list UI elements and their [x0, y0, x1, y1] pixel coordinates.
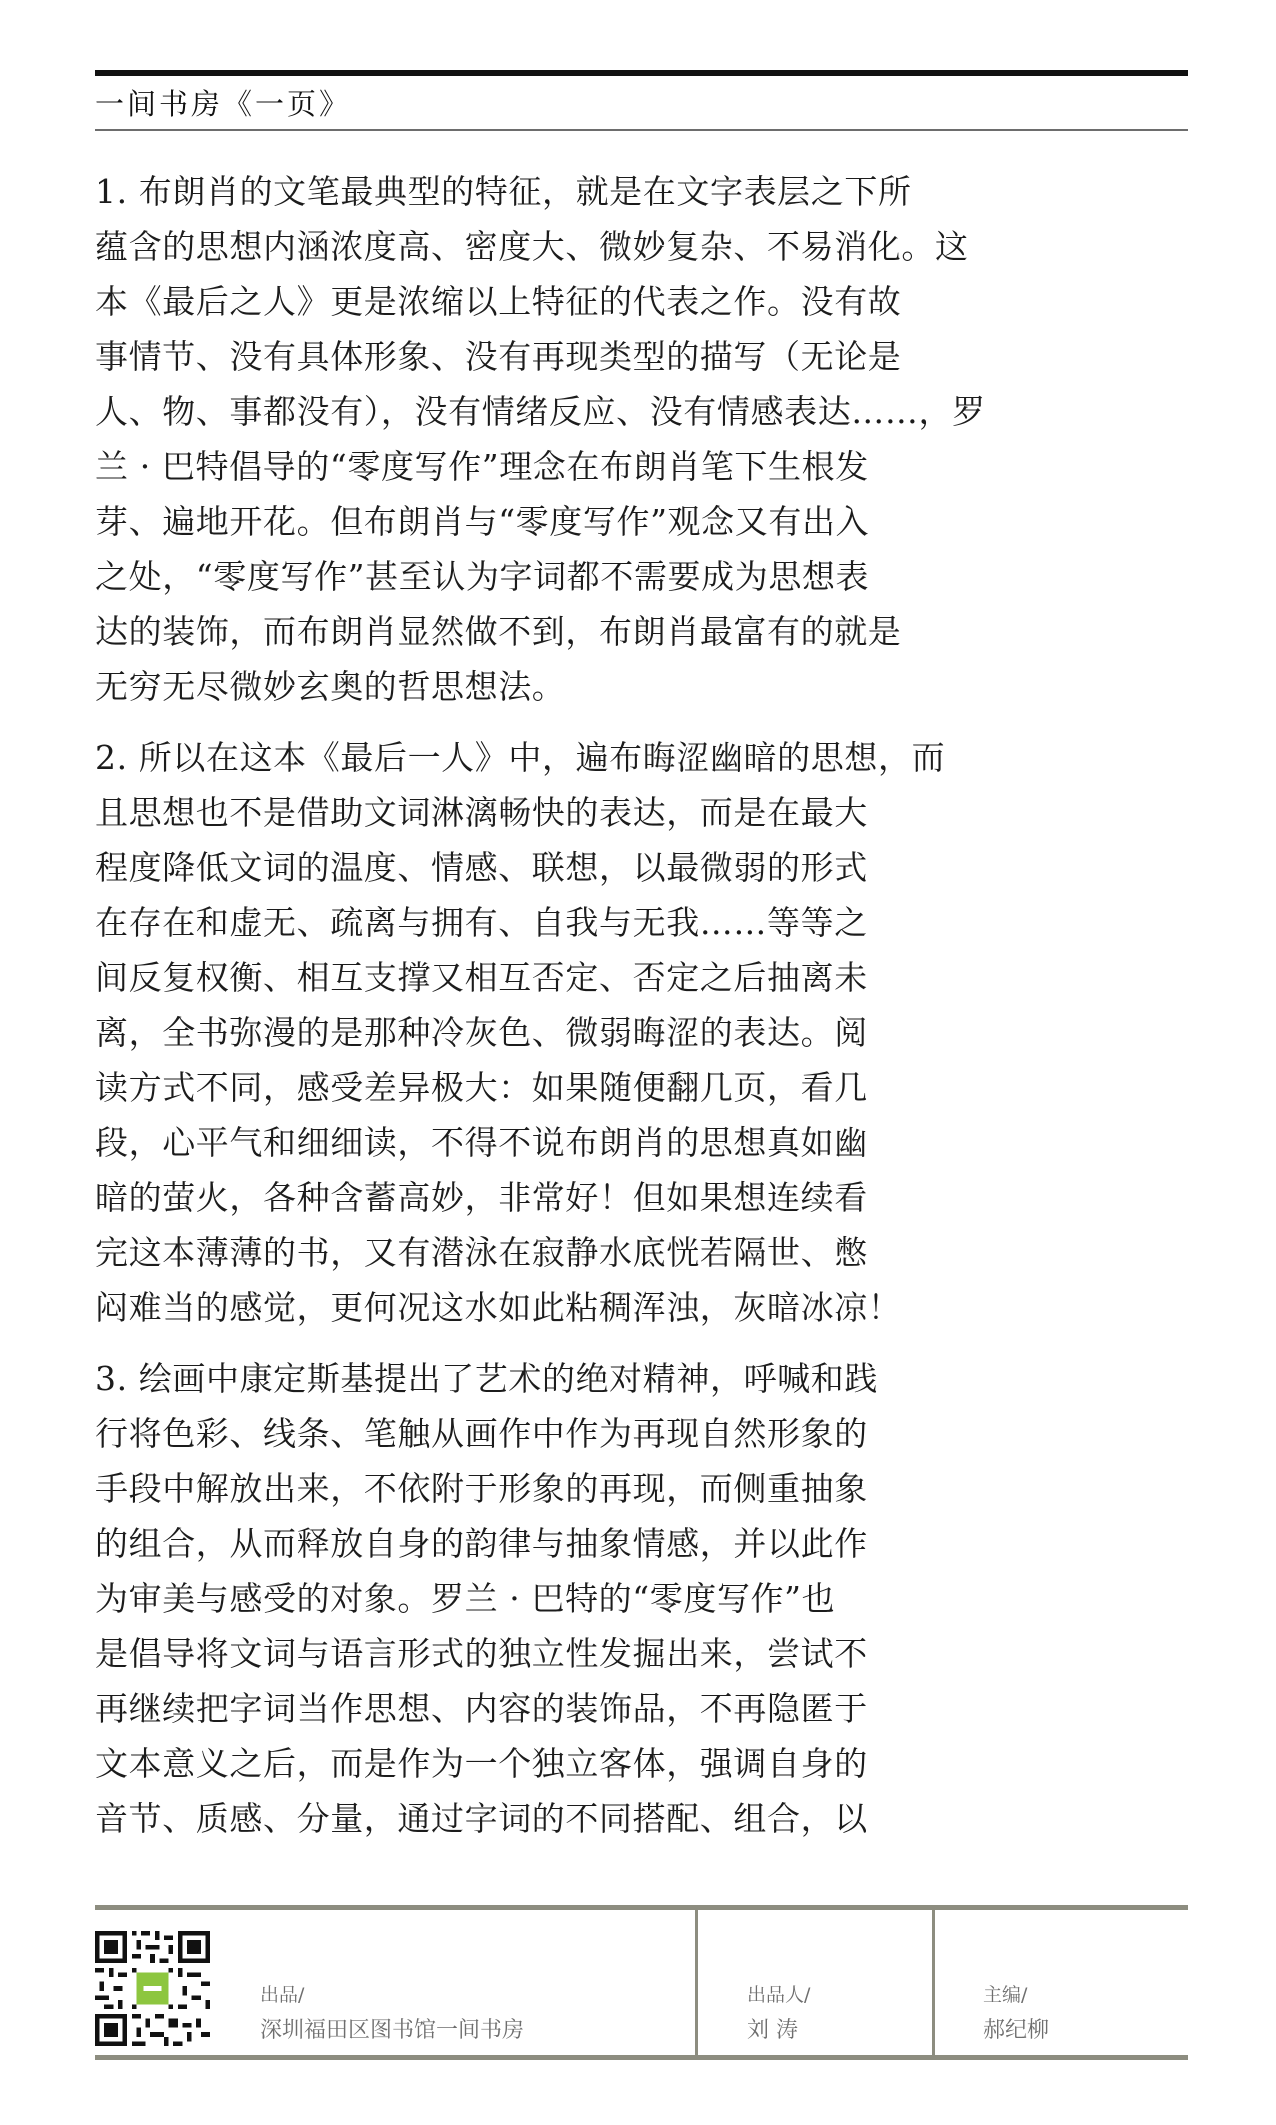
page-title: 一间书房《一页》 [95, 87, 352, 121]
colophon-footer [95, 1905, 1188, 2060]
text-line: 暗的萤火，各种含蓄高妙，非常好！但如果想连续看 [95, 1178, 868, 1217]
text-line: 读方式不同，感受差异极大：如果随便翻几页，看几 [95, 1068, 868, 1107]
producer-name: 深圳福田区图书馆一间书房 [260, 2018, 525, 2043]
text-line: 的组合，从而释放自身的韵律与抽象情感，并以此作 [95, 1524, 868, 1563]
text-line: 闷难当的感觉，更何况这水如此粘稠浑浊，灰暗冰凉！ [95, 1288, 902, 1327]
producer-label: 出品/ [260, 1984, 305, 2006]
text-line: 程度降低文词的温度、情感、联想，以最微弱的形式 [95, 848, 868, 887]
text-line: 再继续把字词当作思想、内容的装饰品，不再隐匿于 [95, 1689, 868, 1728]
text-line: 3. 绘画中康定斯基提出了艺术的绝对精神，呼喊和践 [95, 1359, 878, 1398]
publisher-name: 刘 涛 [747, 2018, 798, 2043]
paragraph-3 [95, 1351, 935, 1846]
text-line: 行将色彩、线条、笔触从画作中作为再现自然形象的 [95, 1414, 868, 1453]
text-line: 芽、遍地开花。但布朗肖与“零度写作”观念又有出入 [95, 502, 870, 541]
text-line: 无穷无尽微妙玄奥的哲思想法。 [95, 667, 566, 706]
text-line: 为审美与感受的对象。罗兰 · 巴特的“零度写作”也 [95, 1579, 836, 1618]
text-line: 段，心平气和细细读，不得不说布朗肖的思想真如幽 [95, 1123, 868, 1162]
header-bottom-rule [95, 129, 1188, 131]
qr-code-icon [95, 1931, 210, 2046]
text-line: 事情节、没有具体形象、没有再现类型的描写（无论是 [95, 337, 902, 376]
text-line: 文本意义之后，而是作为一个独立客体，强调自身的 [95, 1744, 868, 1783]
header-top-rule [95, 70, 1188, 76]
editor-block [983, 1905, 1183, 2055]
text-line: 蕴含的思想内涵浓度高、密度大、微妙复杂、不易消化。这 [95, 227, 969, 266]
footer-bottom-rule [95, 2055, 1188, 2060]
text-line: 离，全书弥漫的是那种冷灰色、微弱晦涩的表达。阅 [95, 1013, 868, 1052]
text-line: 本《最后之人》更是浓缩以上特征的代表之作。没有故 [95, 282, 902, 321]
text-line: 达的装饰，而布朗肖显然做不到，布朗肖最富有的就是 [95, 612, 902, 651]
text-line: 兰 · 巴特倡导的“零度写作”理念在布朗肖笔下生根发 [95, 447, 869, 486]
footer-divider [695, 1910, 698, 2055]
text-line: 1. 布朗肖的文笔最典型的特征，就是在文字表层之下所 [95, 172, 912, 211]
text-line: 是倡导将文词与语言形式的独立性发掘出来，尝试不 [95, 1634, 868, 1673]
text-line: 间反复权衡、相互支撑又相互否定、否定之后抽离未 [95, 958, 868, 997]
text-line: 且思想也不是借助文词淋漓畅快的表达，而是在最大 [95, 793, 868, 832]
article-body [95, 164, 986, 1862]
text-line: 在存在和虚无、疏离与拥有、自我与无我……等等之 [95, 903, 868, 942]
publisher-block [747, 1905, 927, 2055]
editor-label: 主编/ [983, 1984, 1028, 2006]
editor-name: 郝纪柳 [983, 2018, 1050, 2043]
text-line: 音节、质感、分量，通过字词的不同搭配、组合，以 [95, 1799, 868, 1838]
producer-block [260, 1905, 790, 2055]
paragraph-2 [95, 730, 946, 1335]
text-line: 2. 所以在这本《最后一人》中，遍布晦涩幽暗的思想，而 [95, 738, 946, 777]
text-line: 之处，“零度写作”甚至认为字词都不需要成为思想表 [95, 557, 870, 596]
text-line: 完这本薄薄的书，又有潜泳在寂静水底恍若隔世、憋 [95, 1233, 868, 1272]
footer-divider [932, 1910, 935, 2055]
text-line: 手段中解放出来，不依附于形象的再现，而侧重抽象 [95, 1469, 868, 1508]
text-line: 人、物、事都没有），没有情绪反应、没有情感表达……，罗 [95, 392, 986, 431]
paragraph-1 [95, 164, 986, 714]
publisher-label: 出品人/ [747, 1984, 811, 2006]
